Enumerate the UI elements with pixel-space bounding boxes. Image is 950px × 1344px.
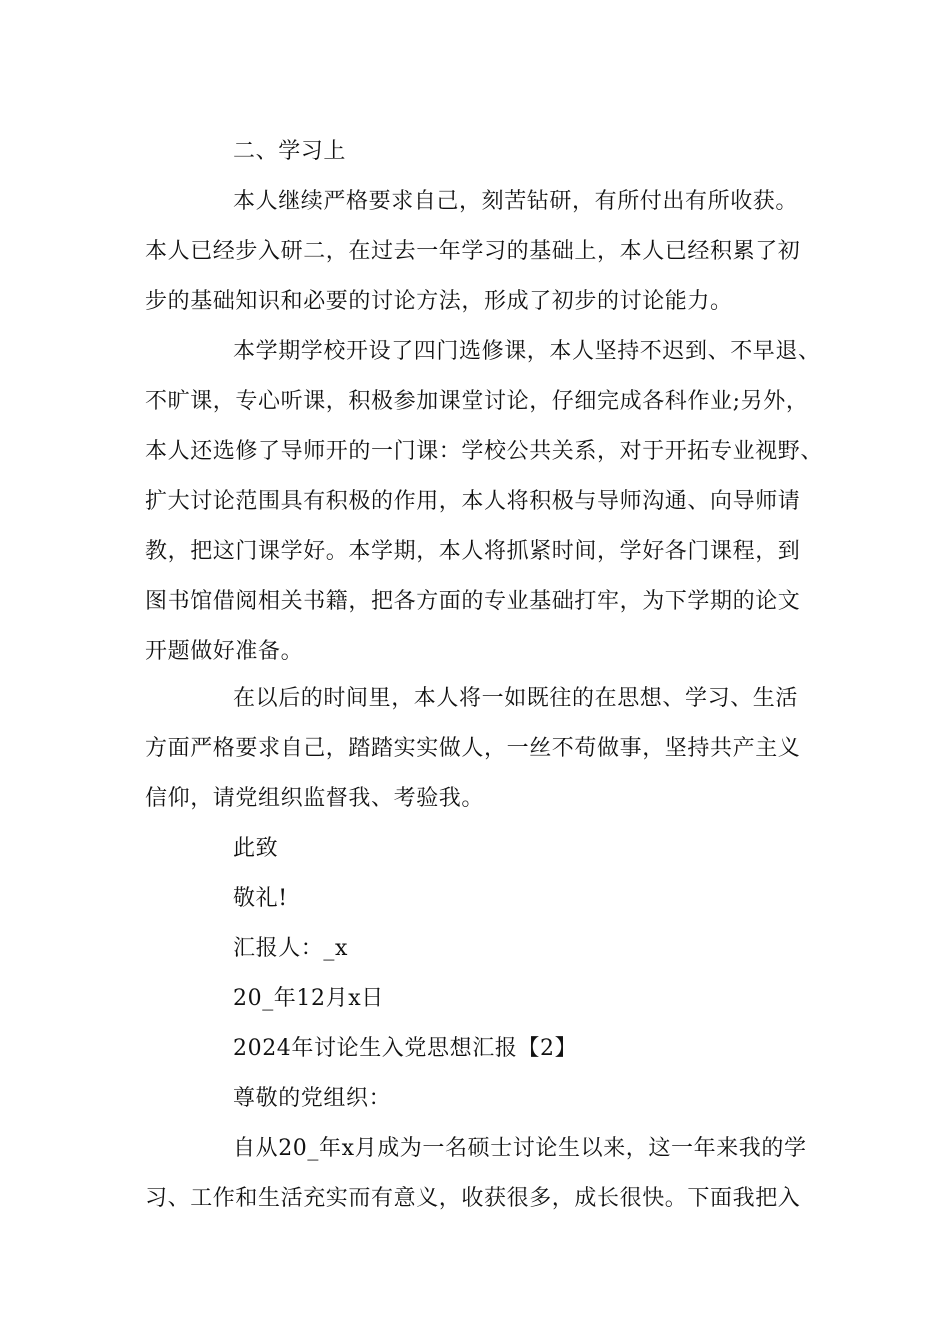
section-title: 2024年讨论生入党思想汇报【2】 [233,1036,578,1061]
paragraph-line: 本人继续严格要求自己，刻苦钻研，有所付出有所收获。 [233,189,799,214]
paragraph-line: 在以后的时间里，本人将一如既往的在思想、学习、生活 [233,686,799,711]
section-heading: 二、学习上 [233,139,347,164]
paragraph-line: 自从20_年x月成为一名硕士讨论生以来，这一年来我的学 [233,1136,807,1161]
salutation-line: 敬礼! [233,886,288,911]
paragraph-line: 教，把这门课学好。本学期，本人将抓紧时间，学好各门课程，到 [145,539,801,564]
paragraph-line: 本人还选修了导师开的一门课：学校公共关系，对于开拓专业视野、 [145,439,824,464]
paragraph-line: 方面严格要求自己，踏踏实实做人，一丝不苟做事，坚持共产主义 [145,736,801,761]
paragraph-line: 信仰，请党组织监督我、考验我。 [145,786,485,811]
paragraph-line: 不旷课，专心听课，积极参加课堂讨论，仔细完成各科作业;另外， [145,389,809,414]
paragraph-line: 扩大讨论范围具有积极的作用，本人将积极与导师沟通、向导师请 [145,489,801,514]
paragraph-line: 本学期学校开设了四门选修课，本人坚持不迟到、不早退、 [233,339,821,364]
paragraph-line: 开题做好准备。 [145,639,304,664]
paragraph-line: 习、工作和生活充实而有意义，收获很多，成长很快。下面我把入 [145,1186,801,1211]
greeting-line: 尊敬的党组织： [233,1086,392,1111]
paragraph-line: 图书馆借阅相关书籍，把各方面的专业基础打牢，为下学期的论文 [145,589,801,614]
paragraph-line: 本人已经步入研二，在过去一年学习的基础上，本人已经积累了初 [145,239,801,264]
date-line: 20_年12月x日 [233,986,384,1011]
reporter-line: 汇报人：_x [233,936,349,961]
closing-line: 此致 [233,836,279,861]
paragraph-line: 步的基础知识和必要的讨论方法，形成了初步的讨论能力。 [145,289,733,314]
